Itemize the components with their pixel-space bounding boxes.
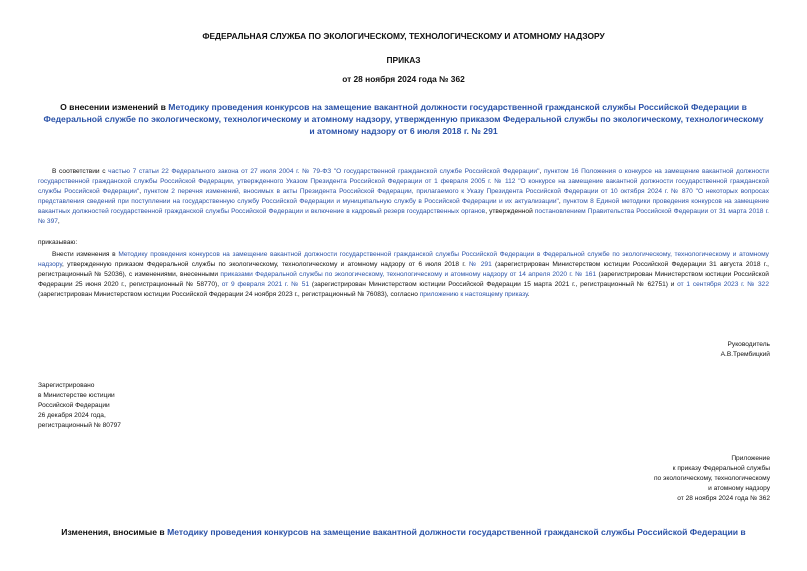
appendix-link[interactable]: приложению к настоящему приказу bbox=[419, 291, 528, 298]
registration-block bbox=[38, 381, 121, 431]
agency-name: ФЕДЕРАЛЬНАЯ СЛУЖБА ПО ЭКОЛОГИЧЕСКОМУ, ТЕХНОЛОГИЧЕСКОМУ И АТОМНОМУ НАДЗОРУ bbox=[202, 31, 605, 41]
decree-870-link[interactable]: пунктом 2 перечня изменений, вносимых в акты Президента Российской Федерации, прилагаемого к Указу Президента Российской Федерации от 10 октября 2024 г. № 870 "О некоторых вопросах представления сведений при поступлении на государственную службу Российской Федерации и муниципальную службу в Российской Федерации и их актуализации" bbox=[38, 188, 769, 205]
order-text-6: (зарегистрирован Министерством юстиции Российской Федерации 24 ноября 2023 г., регистрационный № 76083), согласно bbox=[38, 291, 420, 298]
unified-methodology-link[interactable]: пунктом 8 Единой методики проведения конкурсов на замещение вакантных должностей государственной гражданской службы Российской Федерации и включение в кадровый резерв государственных органов bbox=[38, 198, 769, 215]
registration-line-1: Зарегистрировано bbox=[38, 382, 95, 389]
changes-title bbox=[0, 526, 807, 538]
title-prefix: О внесении изменений в bbox=[60, 102, 169, 112]
order-text-5: (зарегистрирован Министерством юстиции Российской Федерации 15 марта 2021 г., регистрационный № 62751) и bbox=[309, 281, 678, 288]
order-291-link[interactable]: № 291 bbox=[469, 261, 492, 268]
orders-161-link[interactable]: приказами Федеральной службы по экологическому, технологическому и атомному надзору от 14 апреля 2020 г. № 161 bbox=[220, 271, 597, 278]
law-79fz-link[interactable]: частью 7 статьи 22 Федерального закона от 27 июля 2004 г. № 79-ФЗ "О государственной гражданской службе Российской Федерации" bbox=[108, 168, 540, 175]
title-methodology-link[interactable]: Методику проведения конкурсов на замещение вакантной должности государственной гражданской службы Российской Федерации в Федеральной службе по экологическому, технологическому и атомному надзору, утвержденную приказом Федеральной службы по экологическому, технологическому и атомному надзору от 6 июля 2018 г. № 291 bbox=[43, 102, 764, 136]
order-text-3: (зарегистрирован Министерством юстиции Российской Федерации 31 августа 2018 г., регистрационный № 52036), с изменениями, внесенными bbox=[38, 261, 769, 278]
order-322-link[interactable]: от 1 сентября 2023 г. № 322 bbox=[677, 281, 769, 288]
signatory-position: Руководитель bbox=[727, 341, 770, 348]
order-text-4: (зарегистрирован Министерством юстиции Российской Федерации 25 июня 2020 г., регистрационный № 58770), bbox=[38, 271, 769, 288]
appendix-line-3: по экологическому, технологическому bbox=[653, 475, 770, 482]
changes-methodology-link[interactable]: Методику проведения конкурсов на замещение вакантной должности государственной гражданской службы Российской Федерации в bbox=[167, 527, 746, 537]
signature-block bbox=[721, 340, 770, 360]
preamble-text-1: В соответствии с bbox=[52, 168, 109, 175]
decree-112-link[interactable]: пунктом 16 Положения о конкурсе на замещение вакантной должности государственной гражданской службы Российской Федерации, утвержденного Указом Президента Российской Федерации от 1 февраля 2005 г. № 112 "О конкурсе на замещение вакантной должности государственной гражданской службы Российской Федерации" bbox=[38, 168, 769, 195]
registration-line-3: Российской Федерации bbox=[38, 402, 110, 409]
preamble-text-4: , bbox=[558, 198, 564, 205]
registration-line-2: в Министерстве юстиции bbox=[38, 392, 115, 399]
appendix-line-5: от 28 ноября 2024 года № 362 bbox=[677, 495, 770, 502]
document-date-number: от 28 ноября 2024 года № 362 bbox=[342, 74, 465, 84]
preamble-text-2: , bbox=[539, 168, 544, 175]
preamble-text-6: , bbox=[57, 218, 60, 225]
resolution-397-link[interactable]: постановлением Правительства Российской Федерации от 31 марта 2018 г. № 397 bbox=[38, 208, 769, 225]
order-51-link[interactable]: от 9 февраля 2021 г. № 51 bbox=[221, 281, 310, 288]
registration-line-4: 26 декабря 2024 года, bbox=[38, 412, 106, 419]
signatory-name: А.В.Трембицкий bbox=[720, 351, 770, 358]
preamble-text-5: , утвержденной bbox=[485, 208, 535, 215]
order-text-2: , утвержденную приказом Федеральной службы по экологическому, технологическому и атомному надзору от 6 июля 2018 г. bbox=[62, 261, 470, 268]
document-title bbox=[40, 101, 767, 137]
order-paragraph bbox=[38, 250, 769, 300]
document-type: ПРИКАЗ bbox=[386, 55, 421, 65]
appendix-line-2: к приказу Федеральной службы bbox=[672, 465, 770, 472]
appendix-line-4: и атомному надзору bbox=[708, 485, 770, 492]
order-phrase: приказываю: bbox=[38, 239, 78, 246]
appendix-line-1: Приложение bbox=[731, 455, 770, 462]
methodology-link[interactable]: Методику проведения конкурсов на замещение вакантной должности государственной гражданской службы Российской Федерации в Федеральной службе по экологическому, технологическому и атомному надзору bbox=[38, 251, 769, 268]
order-text-1: Внести изменения в bbox=[52, 251, 119, 258]
changes-title-prefix: Изменения, вносимые в bbox=[61, 527, 168, 537]
preamble-text-3: , bbox=[139, 188, 144, 195]
preamble-paragraph bbox=[38, 167, 769, 227]
registration-line-5: регистрационный № 80797 bbox=[38, 422, 121, 429]
appendix-block bbox=[654, 454, 770, 504]
order-text-7: . bbox=[527, 291, 530, 298]
